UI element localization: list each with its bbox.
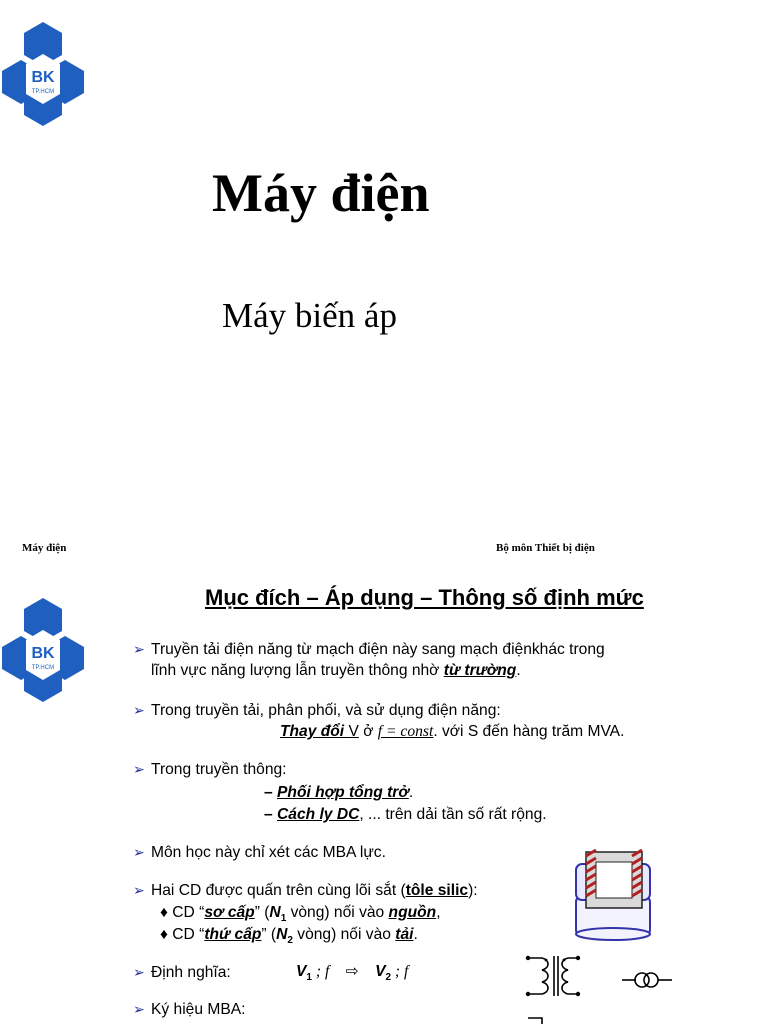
bullet-1-cont: lĩnh vực năng lượng lẫn truyền thông nhờ từ trường.	[151, 662, 521, 679]
bullet-5: ➢ Hai CD được quấn trên cùng lõi sắt (tôle silic):	[133, 879, 478, 902]
bullet-3-sub-1: – Phối hợp tổng trở.	[264, 784, 414, 801]
definition-formula: $V_1$ ; f ⇨ $V_2$ ; f	[296, 963, 409, 984]
bullet-arrow-icon: ➢	[133, 761, 145, 777]
footer-left: Máy điện	[22, 542, 67, 554]
transformer-illustration-icon	[568, 838, 658, 944]
bullet-arrow-icon: ➢	[133, 702, 145, 718]
bullet-5-sub-2: ♦ CD “thứ cấp” ($N_2$ vòng) nối vào tải.	[160, 926, 418, 947]
bullet-arrow-icon: ➢	[133, 641, 145, 657]
bullet-2-cont: Thay đổi V ở f = const. với S đến hàng trăm MVA.	[280, 723, 625, 740]
logo-subtext: TP.HCM	[31, 89, 55, 95]
logo-text: BK	[31, 69, 55, 86]
bullet-2: ➢ Trong truyền tải, phân phối, và sử dụng điện năng:	[133, 699, 501, 722]
bullet-arrow-icon: ➢	[133, 844, 145, 860]
bullet-arrow-icon: ➢	[133, 964, 145, 980]
arrow-icon: ⇨	[345, 963, 359, 980]
bullet-arrow-icon: ➢	[133, 1001, 145, 1017]
logo-bk	[0, 20, 86, 132]
logo-subtext-2: TP.HCM	[31, 665, 55, 671]
transformer-circles-icon	[620, 965, 674, 995]
bullet-6: ➢ Định nghĩa:	[133, 961, 231, 984]
logo-text-2: BK	[31, 645, 55, 662]
bullet-4: ➢ Môn học này chỉ xét các MBA lực.	[133, 841, 386, 864]
transformer-symbol-icon	[520, 950, 590, 1024]
bullet-7: ➢ Ký hiệu MBA:	[133, 998, 245, 1021]
bullet-arrow-icon: ➢	[133, 882, 145, 898]
bullet-1: ➢ Truyền tải điện năng từ mạch điện này sang mạch điệnkhác trong	[133, 638, 605, 661]
page-subtitle: Máy biến áp	[222, 296, 397, 335]
bullet-5-sub-1: ♦ CD “sơ cấp” ($N_1$ vòng) nối vào nguồn,	[160, 904, 441, 925]
page-title: Máy điện	[212, 163, 430, 223]
footer-right: Bộ môn Thiết bị điện	[496, 542, 595, 554]
section-heading: Mục đích – Áp dụng – Thông số định mức	[205, 585, 644, 610]
bullet-3-sub-2: – Cách ly DC, ... trên dải tần số rất rộng.	[264, 806, 547, 823]
bullet-3: ➢ Trong truyền thông:	[133, 758, 287, 781]
logo-bk-2	[0, 596, 86, 708]
